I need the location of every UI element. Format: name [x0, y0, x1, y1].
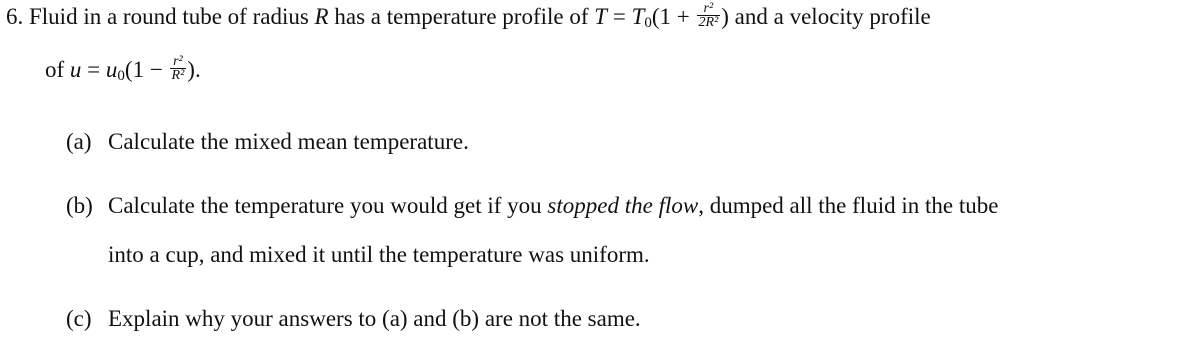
fraction-r2-over-2R2: $\frac{\text{r²}}{\text{2R²}}$ — [698, 1, 719, 31]
part-c-label: (c) — [66, 306, 92, 331]
part-b-label: (b) — [66, 193, 93, 218]
part-a-label: (a) — [66, 129, 92, 154]
part-b-text-1: Calculate the temperature you would get if you — [108, 193, 542, 218]
part-c-text: Explain why your answers to (a) and (b) are not the same. — [108, 306, 641, 331]
T0-symbol: $T_0$ — [631, 4, 652, 31]
equals-sign: = — [612, 4, 626, 29]
problem-statement-line-1 — [6, 1, 931, 32]
open-paren-2: (1 − — [124, 57, 163, 82]
u0-symbol: $u_0$ — [105, 57, 125, 84]
part-c — [66, 306, 641, 332]
of-text: of — [45, 57, 65, 82]
has-temp-text: has a temperature profile of — [334, 4, 589, 29]
part-a — [66, 129, 469, 155]
fraction-r2-over-R2: $\frac{\text{r²}}{\text{R²}}$ — [171, 54, 185, 84]
velocity-text: and a velocity profile — [734, 4, 931, 29]
part-b-text-3: into a cup, and mixed it until the temperature was uniform. — [108, 242, 650, 267]
intro-text: Fluid in a round tube of radius — [29, 4, 309, 29]
close-paren-2: ). — [187, 57, 201, 82]
open-paren-1: (1 + — [651, 4, 690, 29]
u-symbol: u — [69, 57, 82, 82]
problem-statement-line-2 — [45, 54, 201, 85]
equals-sign-2: = — [87, 57, 101, 82]
radius-symbol: R — [314, 4, 329, 29]
part-b-line-2 — [108, 242, 650, 268]
part-b-text-2: , dumped all the fluid in the tube — [698, 193, 999, 218]
close-paren-1: ) — [721, 4, 729, 29]
T-symbol: T — [594, 4, 608, 29]
part-b-emphasis: stopped the flow — [547, 193, 699, 218]
part-b-line-1 — [66, 193, 998, 219]
problem-number: 6. — [6, 4, 24, 29]
part-a-text: Calculate the mixed mean temperature. — [108, 129, 469, 154]
